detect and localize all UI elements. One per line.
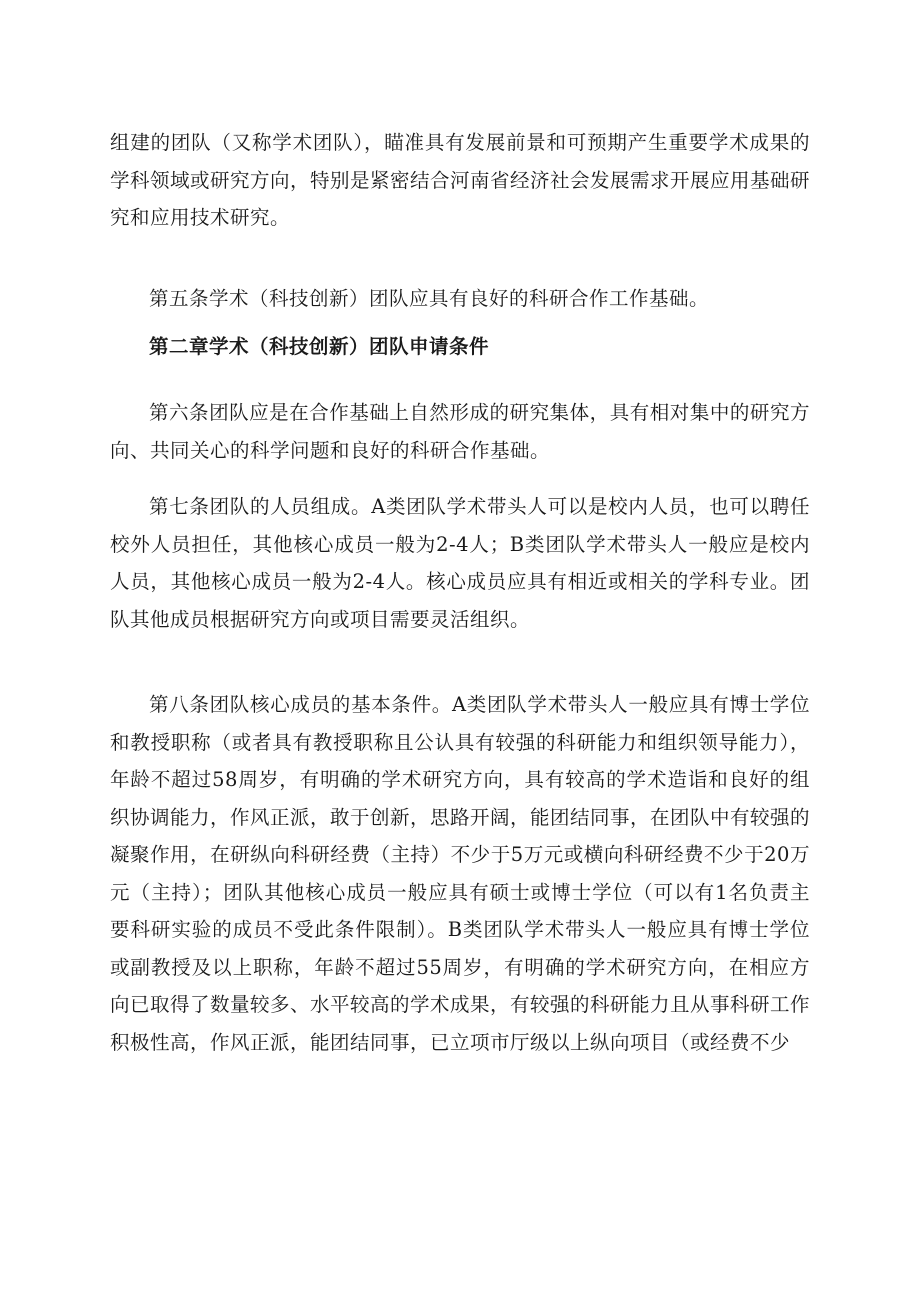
chapter-heading: 第二章学术（科技创新）团队申请条件 (149, 335, 490, 358)
paragraph-article-6: 第六条团队应是在合作基础上自然形成的研究集体，具有相对集中的研究方向、共同关心的科学问题和良好的科研合作基础。 (110, 401, 810, 462)
paragraph-article-7: 第七条团队的人员组成。A类团队学术带头人可以是校内人员，也可以聘任校外人员担任，其他核心成员一般为2-4人；B类团队学术带头人一般应是校内人员，其他核心成员一般为2-4人。核心成员应具有相近或相关的学科专业。团队其他成员根据研究方向或项目需要灵活组织。 (110, 495, 810, 631)
paragraph-article-8: 第八条团队核心成员的基本条件。A类团队学术带头人一般应具有博士学位和教授职称（或者具有教授职称且公认具有较强的科研能力和组织领导能力），年龄不超过58周岁，有明确的学术研究方向，具有较高的学术造诣和良好的组织协调能力，作风正派，敢于创新，思路开阔，能团结同事，在团队中有较强的凝聚作用，在研纵向科研经费（主持）不少于5万元或横向科研经费不少于20万元（主持）；团队其他核心成员一般应具有硕士或博士学位（可以有1名负责主要科研实验的成员不受此条件限制）。B类团队学术带头人一般应具有博士学位或副教授及以上职称，年龄不超过55周岁，有明确的学术研究方向，在相应方向已取得了数量较多、水平较高的学术成果，有较强的科研能力且从事科研工作积极性高，作风正派，能团结同事，已立项市厅级以上纵向项目（或经费不少 (110, 693, 811, 1054)
paragraph-team-definition: 组建的团队（又称学术团队），瞄准具有发展前景和可预期产生重要学术成果的学科领域或研究方向，特别是紧密结合河南省经济社会发展需求开展应用基础研究和应用技术研究。 (110, 131, 811, 229)
paragraph-article-5: 第五条学术（科技创新）团队应具有良好的科研合作工作基础。 (149, 287, 710, 310)
